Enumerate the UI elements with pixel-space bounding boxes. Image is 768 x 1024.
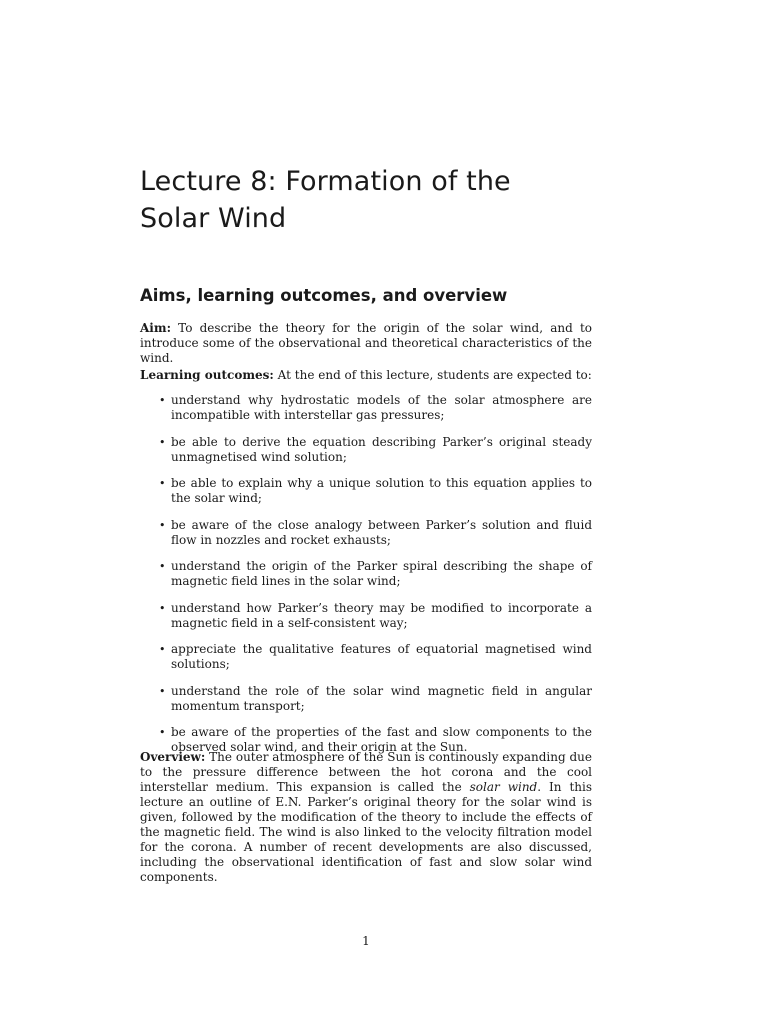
bullet-icon: • xyxy=(159,643,166,656)
bullet-icon: • xyxy=(159,518,166,532)
learning-outcomes-paragraph xyxy=(140,368,592,383)
aim-text: To describe the theory for the origin of the solar wind, and to introduce some of the observational and theoretical characteristics of the wind. xyxy=(140,321,592,365)
bullet-icon: • xyxy=(159,684,166,698)
list-item-text: understand how Parker’s theory may be modified to incorporate a magnetic field in a self-consistent way; xyxy=(171,600,592,630)
list-item-text: be able to derive the equation describing Parker’s original steady unmagnetised wind solution; xyxy=(171,434,592,464)
list-item xyxy=(140,476,592,506)
bullet-icon: • xyxy=(159,560,166,573)
overview-text-after: . In this lecture an outline of E.N. Parker’s original theory for the solar wind is given, followed by the modification of the theory to include the effects of the magnetic field. The wind is also linked to the velocity filtration model for the corona. A number of recent developments are also discussed, including the observational identification of fast and slow solar wind components. xyxy=(140,780,592,884)
list-item-text: appreciate the qualitative features of equatorial magnetised wind solutions; xyxy=(171,642,592,671)
section-heading: Aims, learning outcomes, and overview xyxy=(140,286,508,305)
chapter-title-line-1: Lecture 8: Formation of the xyxy=(140,166,511,197)
learning-outcomes-label: Learning outcomes: xyxy=(140,368,274,382)
list-item-text: understand the origin of the Parker spiral describing the shape of magnetic field lines in the solar wind; xyxy=(171,559,592,588)
list-item-text: be aware of the properties of the fast and slow components to the observed solar wind, and their origin at the Sun. xyxy=(171,725,592,754)
list-item xyxy=(140,435,592,465)
bullet-icon: • xyxy=(159,601,166,615)
overview-paragraph xyxy=(140,750,592,885)
page-number: 1 xyxy=(362,934,370,948)
list-item xyxy=(140,518,592,548)
list-item-text: be aware of the close analogy between Parker’s solution and fluid flow in nozzles and rocket exhausts; xyxy=(171,517,592,547)
aim-paragraph xyxy=(140,321,592,366)
bullet-icon: • xyxy=(159,394,166,407)
list-item xyxy=(140,393,592,423)
list-item-text: understand why hydrostatic models of the solar atmosphere are incompatible with interstellar gas pressures; xyxy=(171,393,592,422)
list-item xyxy=(140,684,592,714)
chapter-title-line-2: Solar Wind xyxy=(140,203,287,234)
overview-emphasis: solar wind xyxy=(469,780,538,794)
aim-label: Aim: xyxy=(140,321,171,335)
overview-text-before: The outer atmosphere of the Sun is continously expanding due to the pressure difference between the hot corona and the cool interstellar medium. This expansion is called the xyxy=(140,750,592,794)
bullet-icon: • xyxy=(159,435,166,449)
list-item xyxy=(140,559,592,589)
learning-outcomes-intro: At the end of this lecture, students are expected to: xyxy=(273,368,592,382)
list-item-text: understand the role of the solar wind magnetic field in angular momentum transport; xyxy=(171,683,592,713)
bullet-icon: • xyxy=(159,726,166,739)
list-item xyxy=(140,601,592,631)
learning-outcomes-list xyxy=(140,393,592,767)
chapter-title xyxy=(140,163,600,237)
bullet-icon: • xyxy=(159,477,166,490)
list-item xyxy=(140,642,592,672)
list-item-text: be able to explain why a unique solution to this equation applies to the solar wind; xyxy=(171,476,592,505)
overview-label: Overview: xyxy=(140,750,206,764)
